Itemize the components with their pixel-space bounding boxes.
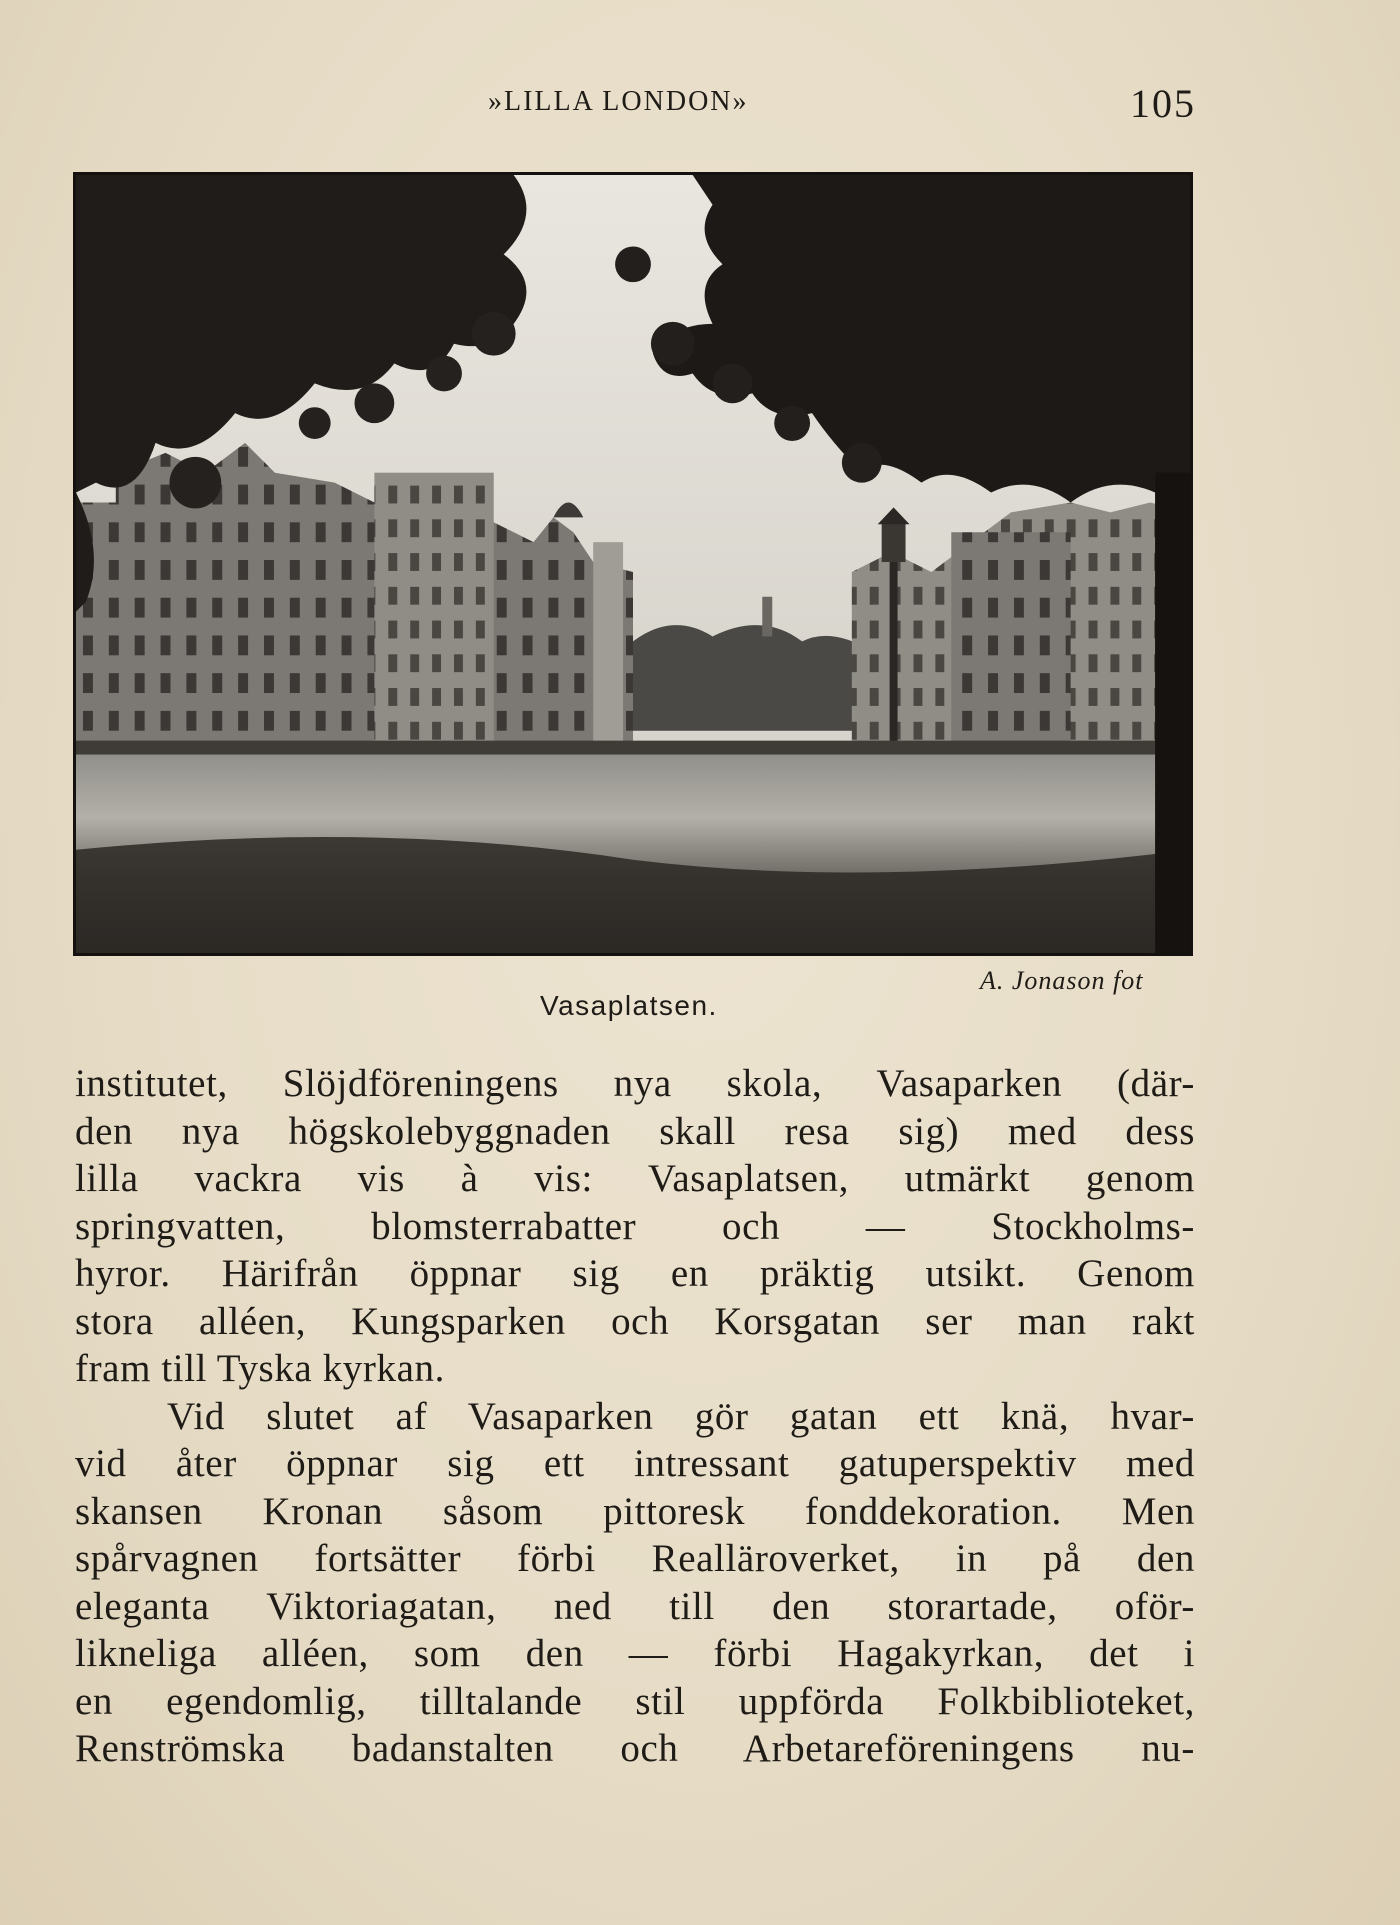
text-line: springvatten, blomsterrabatter och — Stockholms- [75, 1204, 1195, 1248]
text-line: likneliga alléen, som den — förbi Hagakyrkan, det i [75, 1632, 1195, 1675]
text-line: hyror. Härifrån öppnar sig en präktig utsikt. Genom [75, 1252, 1195, 1295]
text-line: skansen Kronan såsom pittoresk fonddekoration. Men [75, 1489, 1195, 1533]
photo-illustration [76, 175, 1190, 953]
text-line: spårvagnen fortsätter förbi Realläroverket, in på den [75, 1537, 1195, 1580]
text-line: en egendomlig, tilltalande stil uppförda Folkbiblioteket, [75, 1679, 1195, 1723]
text-line: fram till Tyska kyrkan. [75, 1347, 445, 1390]
text-line: eleganta Viktoriagatan, ned till den storartade, oför- [75, 1584, 1195, 1628]
running-head [0, 81, 1400, 126]
photo-credit: A. Jonason fot [980, 966, 1144, 995]
running-title: »LILLA LONDON» [488, 86, 749, 117]
text-line: Vid slutet af Vasaparken gör gatan ett knä, hvar- [167, 1394, 1195, 1438]
text-line: den nya högskolebyggnaden skall resa sig) med dess [75, 1109, 1195, 1153]
body-text [75, 1060, 1195, 1773]
text-line: lilla vackra vis à vis: Vasaplatsen, utmärkt genom [75, 1157, 1195, 1200]
text-line: Renströmska badanstalten och Arbetareföreningens nu- [75, 1727, 1195, 1770]
text-line: stora alléen, Kungsparken och Korsgatan ser man rakt [75, 1299, 1195, 1343]
text-line: institutet, Slöjdföreningens nya skola, Vasaparken (där- [75, 1062, 1195, 1105]
vasaplatsen-photograph [73, 172, 1193, 956]
text-line: vid åter öppnar sig ett intressant gatuperspektiv med [75, 1442, 1195, 1485]
photo-caption: Vasaplatsen. [540, 990, 718, 1021]
page-number: 105 [1130, 81, 1196, 126]
